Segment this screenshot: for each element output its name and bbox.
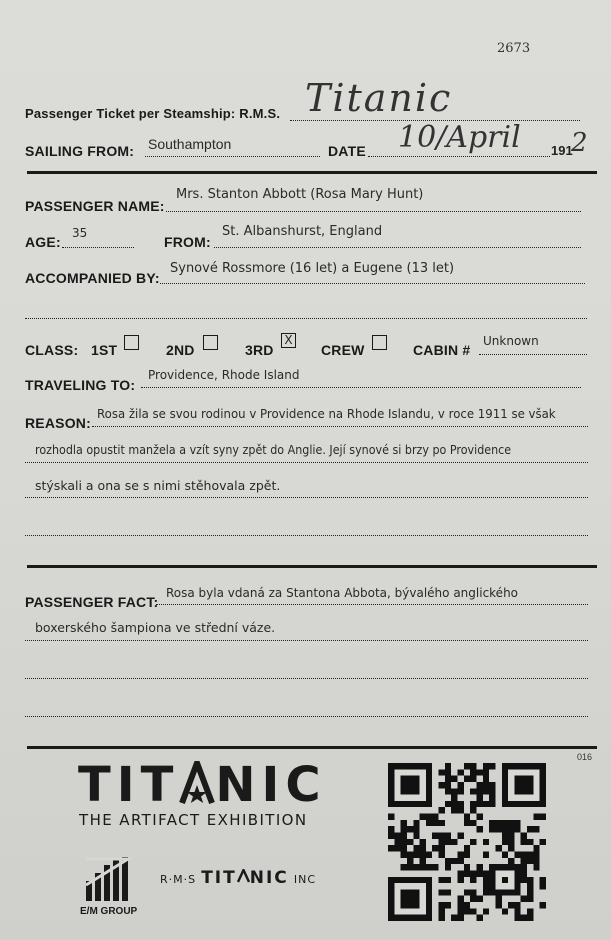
fact-line-4 [25, 716, 588, 717]
qr-code[interactable] [388, 763, 546, 921]
accompanied-by-line [160, 283, 585, 284]
date-line [368, 156, 550, 157]
em-group-logo [84, 855, 134, 905]
logo-a-glyph [179, 761, 215, 805]
titanic-logo [78, 758, 340, 812]
traveling-to-line [141, 387, 581, 388]
rms-suffix: INC [293, 873, 317, 886]
passenger-name-value: Mrs. Stanton Abbott (Rosa Mary Hunt) [176, 187, 424, 202]
age-label: AGE: [25, 234, 61, 250]
class-2nd-checkbox[interactable] [203, 335, 218, 350]
logo-title-b: NIC [215, 757, 327, 813]
reason-text-1: Rosa žila se svou rodinou v Providence na Rhode Islandu, v roce 1911 se však [97, 406, 556, 421]
reason-line-3 [25, 497, 588, 498]
reason-label: REASON: [25, 415, 91, 431]
sailing-from-line [145, 156, 320, 157]
year-prefix: 191 [551, 143, 573, 158]
fact-line-3 [25, 678, 588, 679]
passenger-name-label: PASSENGER NAME: [25, 198, 165, 214]
age-line [62, 247, 134, 248]
cabin-label: CABIN # [413, 342, 471, 358]
rms-name-b: NIC [249, 868, 289, 888]
crew-checkbox[interactable] [372, 335, 387, 350]
passenger-name-line [166, 211, 581, 212]
rms-titanic-inc [160, 868, 316, 888]
reason-line-1 [92, 426, 588, 427]
class-3rd-checkbox[interactable]: X [281, 333, 296, 348]
year-suffix: 2 [571, 128, 588, 158]
class-1st-label: 1ST [91, 342, 118, 358]
date-value: 10/April [398, 120, 521, 155]
class-label: CLASS: [25, 342, 79, 358]
reason-text-3: stýskali a ona se s nimi stěhovala zpět. [35, 478, 281, 493]
star-a-icon [179, 761, 215, 805]
fact-line-2 [25, 640, 588, 641]
logo-title-a: TIT [78, 757, 180, 813]
rms-a-icon [237, 869, 250, 883]
em-group-text: E/M GROUP [80, 906, 138, 917]
rms-name-a: TIT [201, 868, 237, 888]
fact-text-1: Rosa byla vdaná za Stantona Abbota, bývalého anglického [166, 585, 519, 600]
accompanied-by-value: Synové Rossmore (16 let) a Eugene (13 let) [170, 261, 455, 276]
accompanied-extra-line [25, 318, 587, 319]
from-value: St. Albanshurst, England [222, 224, 383, 239]
class-3rd-label: 3RD [245, 342, 274, 358]
cabin-value: Unknown [483, 334, 539, 348]
reason-text-2: rozhodla opustit manžela a vzít syny zpět do Anglie. Její synové si brzy po Providence [35, 442, 512, 457]
sailing-from-label: SAILING FROM: [25, 143, 135, 159]
reason-line-2 [25, 462, 588, 463]
from-line [214, 247, 581, 248]
reason-line-4 [25, 535, 588, 536]
logo-subtitle: THE ARTIFACT EXHIBITION [79, 811, 308, 829]
sailing-from-value: Southampton [148, 136, 232, 152]
divider-middle [27, 565, 597, 568]
fact-text-2: boxerského šampiona ve střední váze. [35, 620, 276, 635]
accompanied-by-label: ACCOMPANIED BY: [25, 270, 160, 286]
rms-a-glyph [237, 868, 250, 888]
traveling-to-label: TRAVELING TO: [25, 377, 136, 393]
class-2nd-label: 2ND [166, 342, 195, 358]
ship-name: Titanic [305, 76, 453, 120]
divider-top [27, 171, 597, 174]
from-label: FROM: [164, 234, 211, 250]
age-value: 35 [72, 226, 88, 240]
cabin-line [479, 354, 587, 355]
traveling-to-value: Providence, Rhode Island [148, 368, 300, 382]
qr-code-icon [388, 763, 546, 921]
passenger-fact-label: PASSENGER FACT: [25, 594, 159, 610]
em-group-icon [84, 855, 134, 905]
ticket-label: Passenger Ticket per Steamship: R.M.S. [25, 106, 281, 121]
fact-line-1 [156, 604, 588, 605]
date-label: DATE [328, 143, 366, 159]
ticket-number: 2673 [497, 41, 531, 56]
divider-bottom [27, 746, 597, 749]
rms-prefix: R·M·S [160, 873, 197, 886]
class-1st-checkbox[interactable] [124, 335, 139, 350]
crew-label: CREW [321, 342, 365, 358]
qr-number: 016 [577, 752, 593, 762]
